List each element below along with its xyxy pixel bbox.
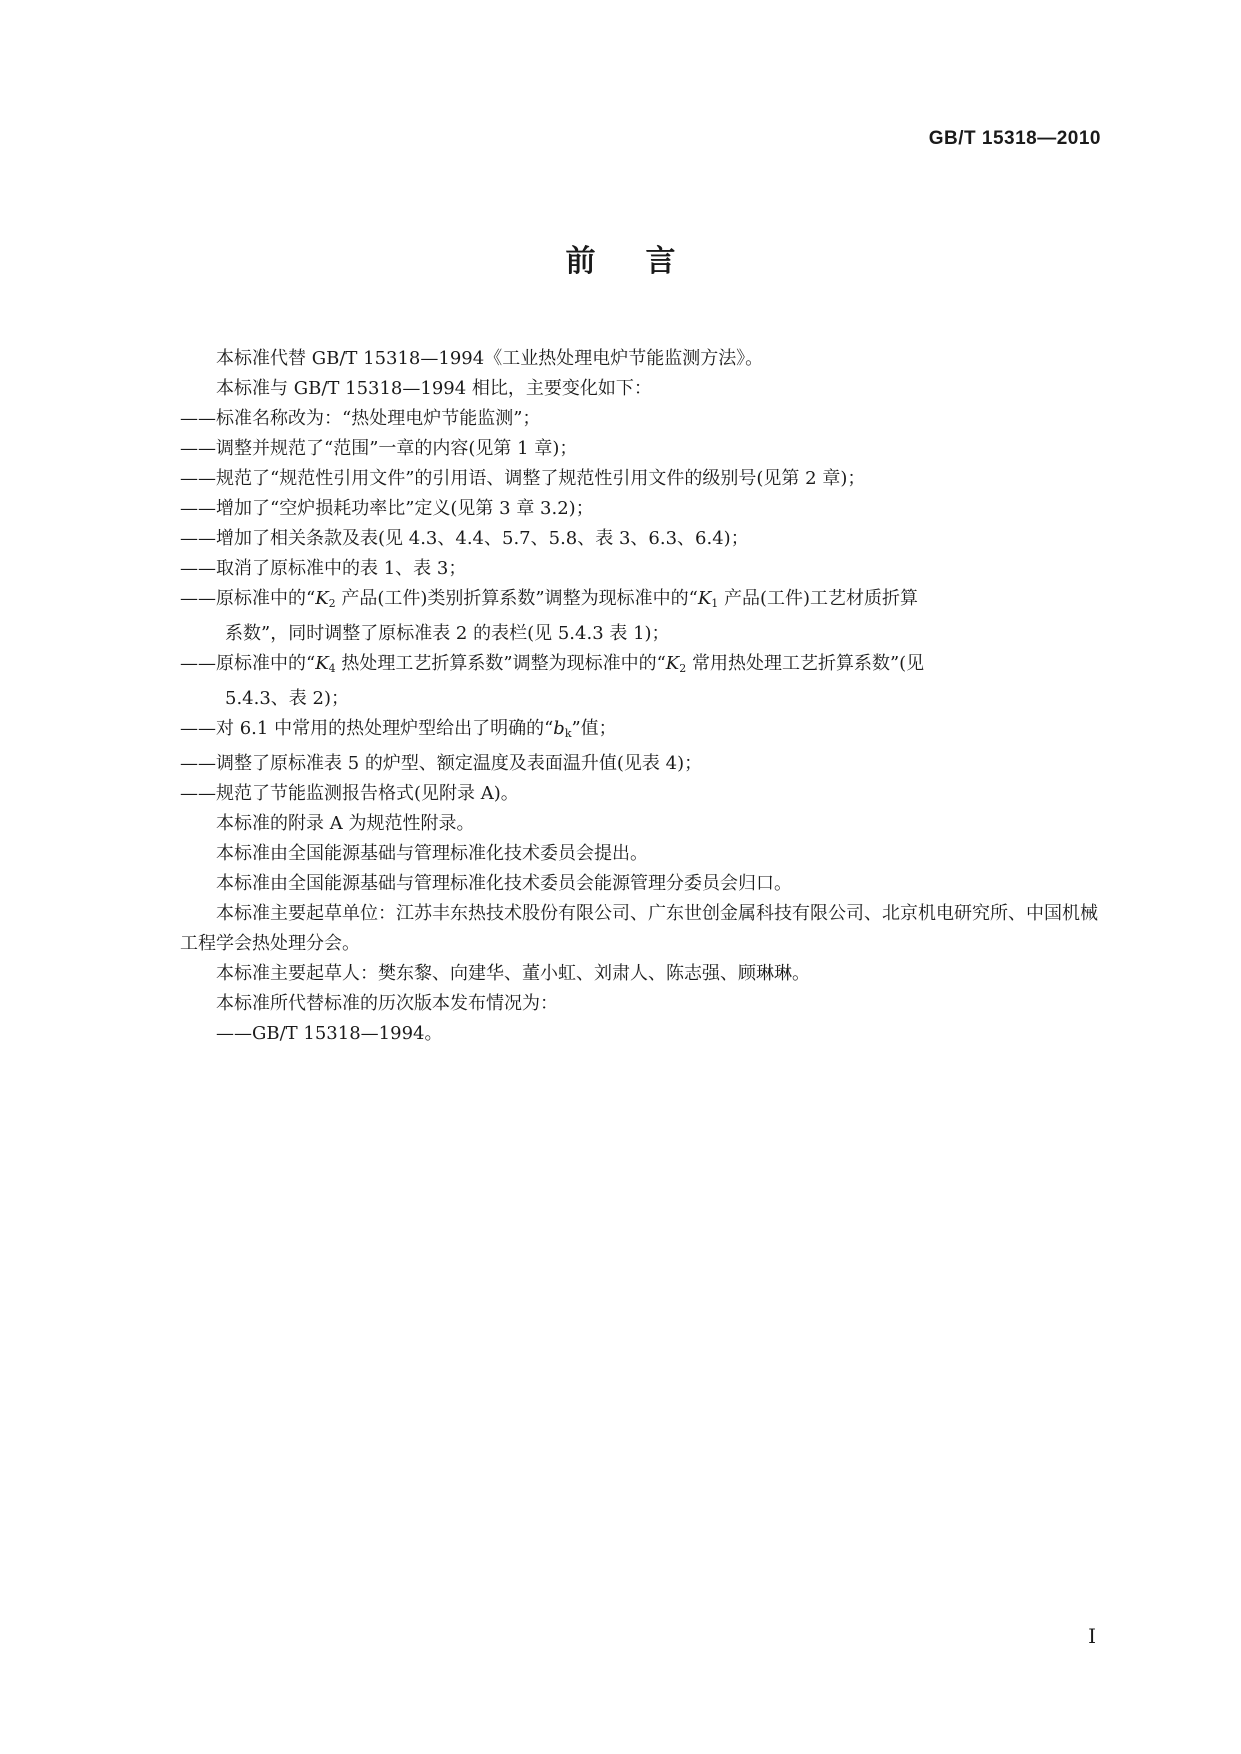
change-item: ——规范了节能监测报告格式(见附录 A)。: [180, 783, 519, 804]
change-item-continuation: 系数”，同时调整了原标准表 2 的表栏(见 5.4.3 表 1)；: [225, 623, 670, 644]
text-segment: 常用热处理工艺折算系数”(见: [686, 653, 925, 674]
subscript: 4: [328, 662, 336, 675]
variable-k: K: [315, 653, 329, 674]
change-item-continuation: 5.4.3、表 2)；: [225, 688, 349, 709]
change-item: ——取消了原标准中的表 1、表 3；: [180, 558, 467, 579]
change-item: ——调整了原标准表 5 的炉型、额定温度及表面温升值(见表 4)；: [180, 753, 703, 774]
text-segment: 产品(工件)类别折算系数”调整为现标准中的“: [335, 588, 698, 609]
paragraph-administrator: 本标准由全国能源基础与管理标准化技术委员会能源管理分委员会归口。: [216, 873, 792, 894]
change-item: ——增加了相关条款及表(见 4.3、4.4、5.7、5.8、表 3、6.3、6.4)；: [180, 528, 749, 549]
subscript: 2: [328, 597, 336, 610]
text-segment: ——原标准中的“: [180, 588, 316, 609]
foreword-body: [180, 344, 1100, 1049]
change-item: [180, 584, 1100, 619]
change-item: ——规范了“规范性引用文件”的引用语、调整了规范性引用文件的级别号(见第 2 章)；: [180, 468, 866, 489]
subscript: 1: [711, 597, 719, 610]
variable-k: K: [697, 588, 712, 609]
variable-k: K: [665, 653, 680, 674]
subscript: 2: [679, 662, 687, 675]
document-code: GB/T 15318—2010: [928, 128, 1101, 149]
change-item: ——标准名称改为：“热处理电炉节能监测”；: [180, 408, 541, 429]
text-segment: ——原标准中的“: [180, 653, 316, 674]
paragraph-history-intro: 本标准所代替标准的历次版本发布情况为：: [216, 993, 558, 1014]
change-item: ——调整并规范了“范围”一章的内容(见第 1 章)；: [180, 438, 578, 459]
text-segment: 热处理工艺折算系数”调整为现标准中的“: [335, 653, 666, 674]
change-item: [180, 649, 1100, 684]
change-item: [180, 714, 1100, 749]
paragraph-drafting-units: 本标准主要起草单位：江苏丰东热技术股份有限公司、广东世创金属科技有限公司、北京机电研究所、中国机械工程学会热处理分会。: [180, 903, 1098, 954]
text-segment: ”值；: [571, 718, 617, 739]
page-title: 前言: [565, 244, 726, 279]
paragraph-replaces: 本标准代替 GB/T 15318—1994《工业热处理电炉节能监测方法》。: [216, 348, 764, 369]
change-item: ——增加了“空炉损耗功率比”定义(见第 3 章 3.2)；: [180, 498, 594, 519]
subscript: k: [564, 727, 572, 740]
paragraph-proposer: 本标准由全国能源基础与管理标准化技术委员会提出。: [216, 843, 648, 864]
variable-k: K: [315, 588, 329, 609]
paragraph-annex: 本标准的附录 A 为规范性附录。: [216, 813, 475, 834]
text-segment: ——对 6.1 中常用的热处理炉型给出了明确的“: [180, 718, 554, 739]
text-segment: 产品(工件)工艺材质折算: [718, 588, 919, 609]
paragraph-changes-intro: 本标准与 GB/T 15318—1994 相比，主要变化如下：: [216, 378, 652, 399]
paragraph-drafters: 本标准主要起草人：樊东黎、向建华、董小虹、刘肃人、陈志强、顾琳琳。: [216, 963, 810, 984]
page-number: Ⅰ: [1088, 1624, 1096, 1648]
history-item: ——GB/T 15318—1994。: [216, 1023, 443, 1044]
variable-b: b: [553, 718, 565, 739]
